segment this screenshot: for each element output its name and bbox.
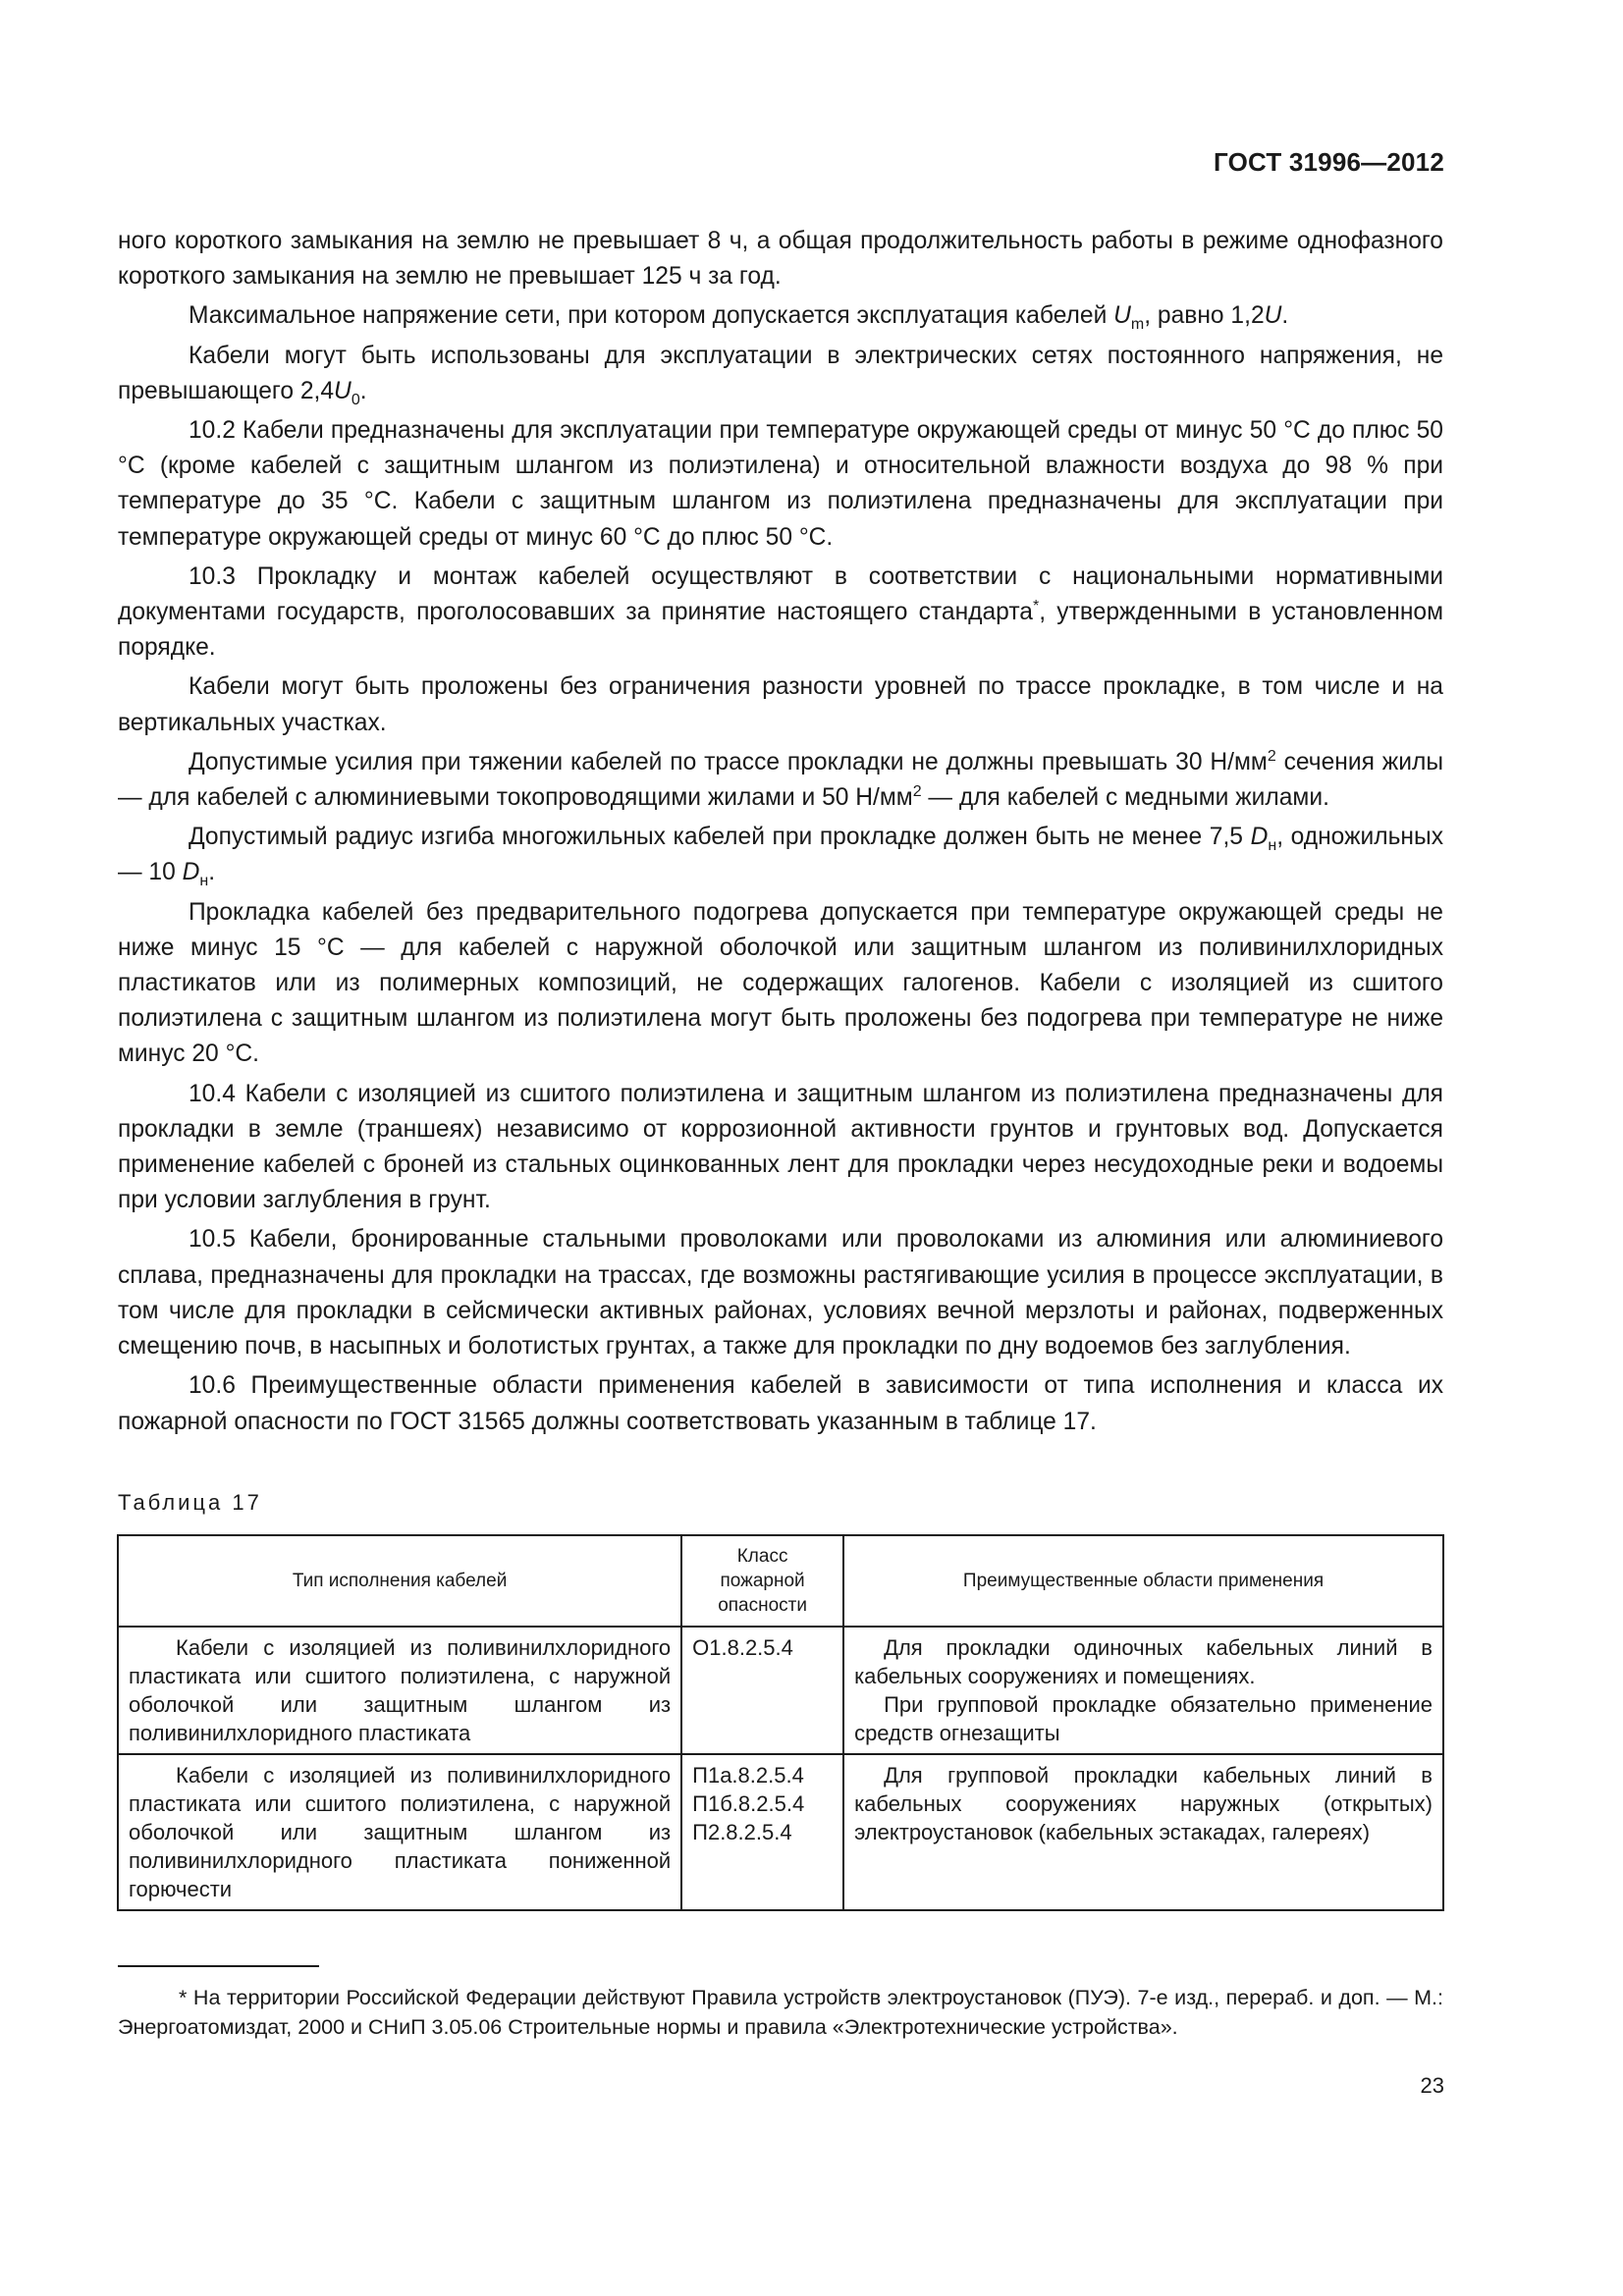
header-cable-type: Тип исполнения кабелей — [118, 1535, 681, 1627]
cell-application: Для групповой прокладки кабельных линий в кабельных сооружениях наружных (открытых) электроустановок (кабельных эстакадах, галереях) — [843, 1754, 1443, 1910]
header-application: Преимущественные области применения — [843, 1535, 1443, 1627]
paragraph-10-3: 10.3 Прокладку и монтаж кабелей осуществляют в соответствии с национальными нормативными документами государств, проголосовавших за принятие настоящего стандарта*, утвержденными в установленном порядке. — [118, 562, 1444, 662]
cell-cable-type: Кабели с изоляцией из поливинилхлоридного пластиката или сшитого полиэтилена, с наружной оболочкой или защитным шлангом из поливинилхлоридного пластиката пониженной горючести — [118, 1754, 681, 1910]
table-header-row — [118, 1535, 1443, 1627]
paragraph-10-2: 10.2 Кабели предназначены для эксплуатации при температуре окружающей среды от минус 50 °С до плюс 50 °С (кроме кабелей с защитным шлангом из полиэтилена) и относительной влажности воздуха до 98 % при температуре до 35 °С. Кабели с защитным шлангом из полиэтилена предназначены для эксплуатации при температуре окружающей среды от минус 60 °С до плюс 50 °С. — [118, 417, 1443, 551]
var-u0: U — [334, 377, 352, 404]
paragraph-level-difference: Кабели могут быть проложены без ограничения разности уровней по трассе прокладке, в том числе и на вертикальных участках. — [118, 673, 1443, 736]
paragraph-10-5: 10.5 Кабели, бронированные стальными проволоками или проволоками из алюминия или алюминиевого сплава, предназначены для прокладки на трассах, где возможны растягивающие усилия в процессе эксплуатации, в том числе для прокладки в сейсмически активных районах, условиях вечной мерзлоты и районах, подверженных смещению почв, в насыпных и болотистых грунтах, а также для прокладки по дну водоемов без заглубления. — [118, 1226, 1443, 1361]
var-u: U — [1264, 302, 1282, 330]
cell-fire-class: П1а.8.2.5.4 П1б.8.2.5.4 П2.8.2.5.4 — [681, 1754, 843, 1910]
paragraph-10-4: 10.4 Кабели с изоляцией из сшитого полиэтилена и защитным шлангом из полиэтилена предназначены для прокладки в земле (траншеях) независимо от коррозионной активности грунтов и грунтовых вод. Допускается применение кабелей с броней из стальных оцинкованных лент для прокладки через несудоходные реки и водоемы при условии заглубления в грунт. — [118, 1080, 1443, 1214]
page-number: 23 — [1420, 2073, 1444, 2098]
cell-cable-type: Кабели с изоляцией из поливинилхлоридного пластиката или сшитого полиэтилена, с наружной оболочкой или защитным шлангом из поливинилхлоридного пластиката — [118, 1627, 681, 1754]
document-header: ГОСТ 31996—2012 — [1214, 147, 1444, 177]
footnote: * На территории Российской Федерации действуют Правила устройств электроустановок (ПУЭ). 7-е изд., перераб. и доп. — М.: Энергоатомиздат, 2000 и СНиП 3.05.06 Строительные нормы и правила «Электротехнические устройства». — [118, 1986, 1443, 2039]
table-caption: Таблица 17 — [118, 1490, 262, 1515]
paragraph-max-voltage: Максимальное напряжение сети, при котором допускается эксплуатация кабелей $U_m$, равно 1,2U. — [189, 302, 1289, 334]
paragraph-dc-voltage: Кабели могут быть использованы для эксплуатации в электрических сетях постоянного напряжения, не превышающего $2,4U_0$. — [118, 342, 1443, 408]
body-text — [118, 224, 1443, 1440]
paragraph-pull-force: Допустимые усилия при тяжении кабелей по трассе прокладки не должны превышать 30 $Н/мм^2$ сечения жилы — для кабелей с алюминиевыми токопроводящими жилами и 50 $Н/мм^2$ — для кабелей с медными жилами. — [118, 747, 1443, 812]
table-17 — [117, 1534, 1444, 1911]
paragraph-bend-radius: Допустимый радиус изгиба многожильных кабелей при прокладке должен быть не менее 7,5 $D_н$, одножильных — 10 $D_н$. — [118, 824, 1443, 890]
footnote-divider — [118, 1965, 319, 1967]
header-fire-class: Класс пожарной опасности — [681, 1535, 843, 1627]
paragraph-continuation: ного короткого замыкания на землю не превышает 8 ч, а общая продолжительность работы в режиме однофазного короткого замыкания на землю не превышает 125 ч за год. — [118, 228, 1443, 291]
paragraph-preheating: Прокладка кабелей без предварительного подогрева допускается при температуре окружающей среды не ниже минус 15 °С — для кабелей с наружной оболочкой или защитным шлангом из поливинилхлоридных пластикатов или из полимерных композиций, не содержащих галогенов. Кабели с изоляцией из сшитого полиэтилена с защитным шлангом из полиэтилена могут быть проложены без подогрева при температуре не ниже минус 20 °С. — [118, 898, 1443, 1068]
table-row — [118, 1627, 1443, 1754]
table-row — [118, 1754, 1443, 1910]
cell-fire-class: О1.8.2.5.4 — [681, 1627, 843, 1754]
paragraph-10-6: 10.6 Преимущественные области применения кабелей в зависимости от типа исполнения и класса их пожарной опасности по ГОСТ 31565 должны соответствовать указанным в таблице 17. — [118, 1372, 1443, 1435]
cell-application: Для прокладки одиночных кабельных линий в кабельных сооружениях и помещениях. При групповой прокладке обязательно применение средств огнезащиты — [843, 1627, 1443, 1754]
var-u: U — [1113, 302, 1131, 330]
footnote-ref: * — [1033, 597, 1040, 614]
